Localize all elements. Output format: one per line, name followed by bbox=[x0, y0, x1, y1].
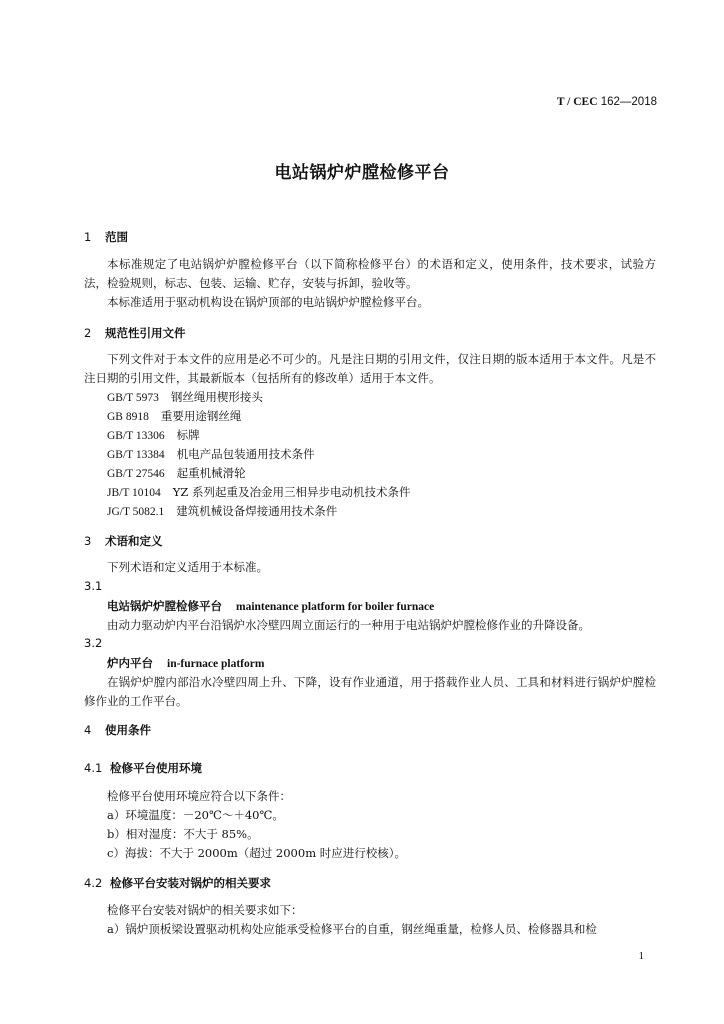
reference-item bbox=[107, 502, 337, 522]
page-number: 1 bbox=[638, 950, 644, 962]
reference-name: 建筑机械设备焊接通用技术条件 bbox=[176, 504, 338, 518]
subsection-4-1-heading bbox=[84, 760, 202, 776]
section-2-para-1: 下列文件对于本文件的应用是必不可少的。凡是注日期的引用文件，仅注日期的版本适用于本文件。凡是不注日期的引用文件，其最新版本（包括所有的修改单）适用于本文件。 bbox=[84, 352, 656, 385]
reference-code: GB/T 13306 bbox=[107, 430, 165, 442]
section-title: 范围 bbox=[105, 230, 128, 244]
section-title: 使用条件 bbox=[105, 723, 151, 737]
section-1-heading bbox=[84, 229, 128, 245]
reference-name: 起重机械滑轮 bbox=[176, 466, 246, 480]
section-4-heading bbox=[84, 722, 151, 738]
reference-item bbox=[107, 388, 263, 408]
term-heading bbox=[107, 598, 434, 614]
reference-name: 钢丝绳用楔形接头 bbox=[170, 390, 263, 404]
section-title: 术语和定义 bbox=[105, 534, 163, 548]
reference-item bbox=[107, 407, 241, 427]
reference-code: GB/T 27546 bbox=[107, 468, 165, 480]
term-number: 3.1 bbox=[84, 579, 103, 593]
section-3-intro: 下列术语和定义适用于本标准。 bbox=[107, 560, 268, 574]
subsection-title: 检修平台使用环境 bbox=[110, 761, 202, 775]
reference-name: 标牌 bbox=[176, 428, 200, 442]
subsection-4-2-intro: 检修平台安装对锅炉的相关要求如下： bbox=[107, 903, 303, 917]
document-code-prefix: T / CEC bbox=[556, 96, 598, 108]
section-number: 1 bbox=[84, 230, 92, 244]
term-heading bbox=[107, 655, 264, 671]
list-item: a）环境温度：－20℃～＋40℃。 bbox=[107, 808, 284, 822]
subsection-number: 4.1 bbox=[84, 761, 103, 775]
reference-code: JG/T 5082.1 bbox=[107, 506, 165, 518]
section-1-para-1: 本标准规定了电站锅炉炉膛检修平台（以下简称检修平台）的术语和定义，使用条件，技术要求，试验方法，检验规则，标志、包装、运输、贮存，安装与拆卸，验收等。 bbox=[84, 257, 656, 290]
term-definition: 在锅炉炉膛内部沿水冷壁四周上升、下降，设有作业通道，用于搭载作业人员、工具和材料进行锅炉炉膛检修作业的工作平台。 bbox=[84, 675, 656, 708]
list-item: c）海拔：不大于 2000m（超过 2000m 时应进行校核）。 bbox=[107, 846, 406, 860]
reference-item bbox=[107, 464, 246, 484]
subsection-4-1-intro: 检修平台使用环境应符合以下条件： bbox=[107, 789, 291, 803]
reference-item bbox=[107, 426, 200, 446]
reference-name: 重要用途钢丝绳 bbox=[160, 409, 242, 423]
term-chinese: 炉内平台 bbox=[107, 656, 153, 670]
section-3-heading bbox=[84, 533, 163, 549]
section-1-para-2: 本标准适用于驱动机构设在锅炉顶部的电站锅炉炉膛检修平台。 bbox=[107, 295, 429, 309]
document-code bbox=[557, 96, 657, 108]
list-item: a）锅炉顶板梁设置驱动机构处应能承受检修平台的自重，钢丝绳重量，检修人员、检修器具和检 bbox=[107, 922, 597, 936]
reference-code: GB 8918 bbox=[107, 411, 149, 423]
subsection-number: 4.2 bbox=[84, 876, 103, 890]
section-title: 规范性引用文件 bbox=[105, 326, 186, 340]
page-title: 电站锅炉炉膛检修平台 bbox=[274, 163, 450, 183]
reference-code: GB/T 13384 bbox=[107, 449, 165, 461]
term-number: 3.2 bbox=[84, 636, 103, 650]
term-chinese: 电站锅炉炉膛检修平台 bbox=[107, 599, 222, 613]
reference-name: 机电产品包装通用技术条件 bbox=[176, 447, 315, 461]
reference-item bbox=[107, 483, 411, 503]
section-number: 4 bbox=[84, 723, 92, 737]
section-number: 3 bbox=[84, 534, 92, 548]
list-item: b）相对湿度：不大于 85%。 bbox=[107, 827, 259, 841]
term-definition: 由动力驱动炉内平台沿锅炉水冷壁四周立面运行的一种用于电站锅炉炉膛检修作业的升降设备。 bbox=[107, 618, 590, 632]
term-english: in-furnace platform bbox=[167, 658, 265, 670]
reference-code: JB/T 10104 bbox=[107, 487, 161, 499]
subsection-4-2-heading bbox=[84, 875, 271, 891]
document-code-number: 162—2018 bbox=[600, 96, 657, 108]
reference-item bbox=[107, 445, 315, 465]
reference-name: YZ 系列起重及冶金用三相异步电动机技术条件 bbox=[172, 485, 411, 499]
section-number: 2 bbox=[84, 326, 92, 340]
reference-code: GB/T 5973 bbox=[107, 392, 159, 404]
term-english: maintenance platform for boiler furnace bbox=[236, 601, 435, 613]
section-2-heading bbox=[84, 325, 186, 341]
subsection-title: 检修平台安装对锅炉的相关要求 bbox=[110, 876, 271, 890]
